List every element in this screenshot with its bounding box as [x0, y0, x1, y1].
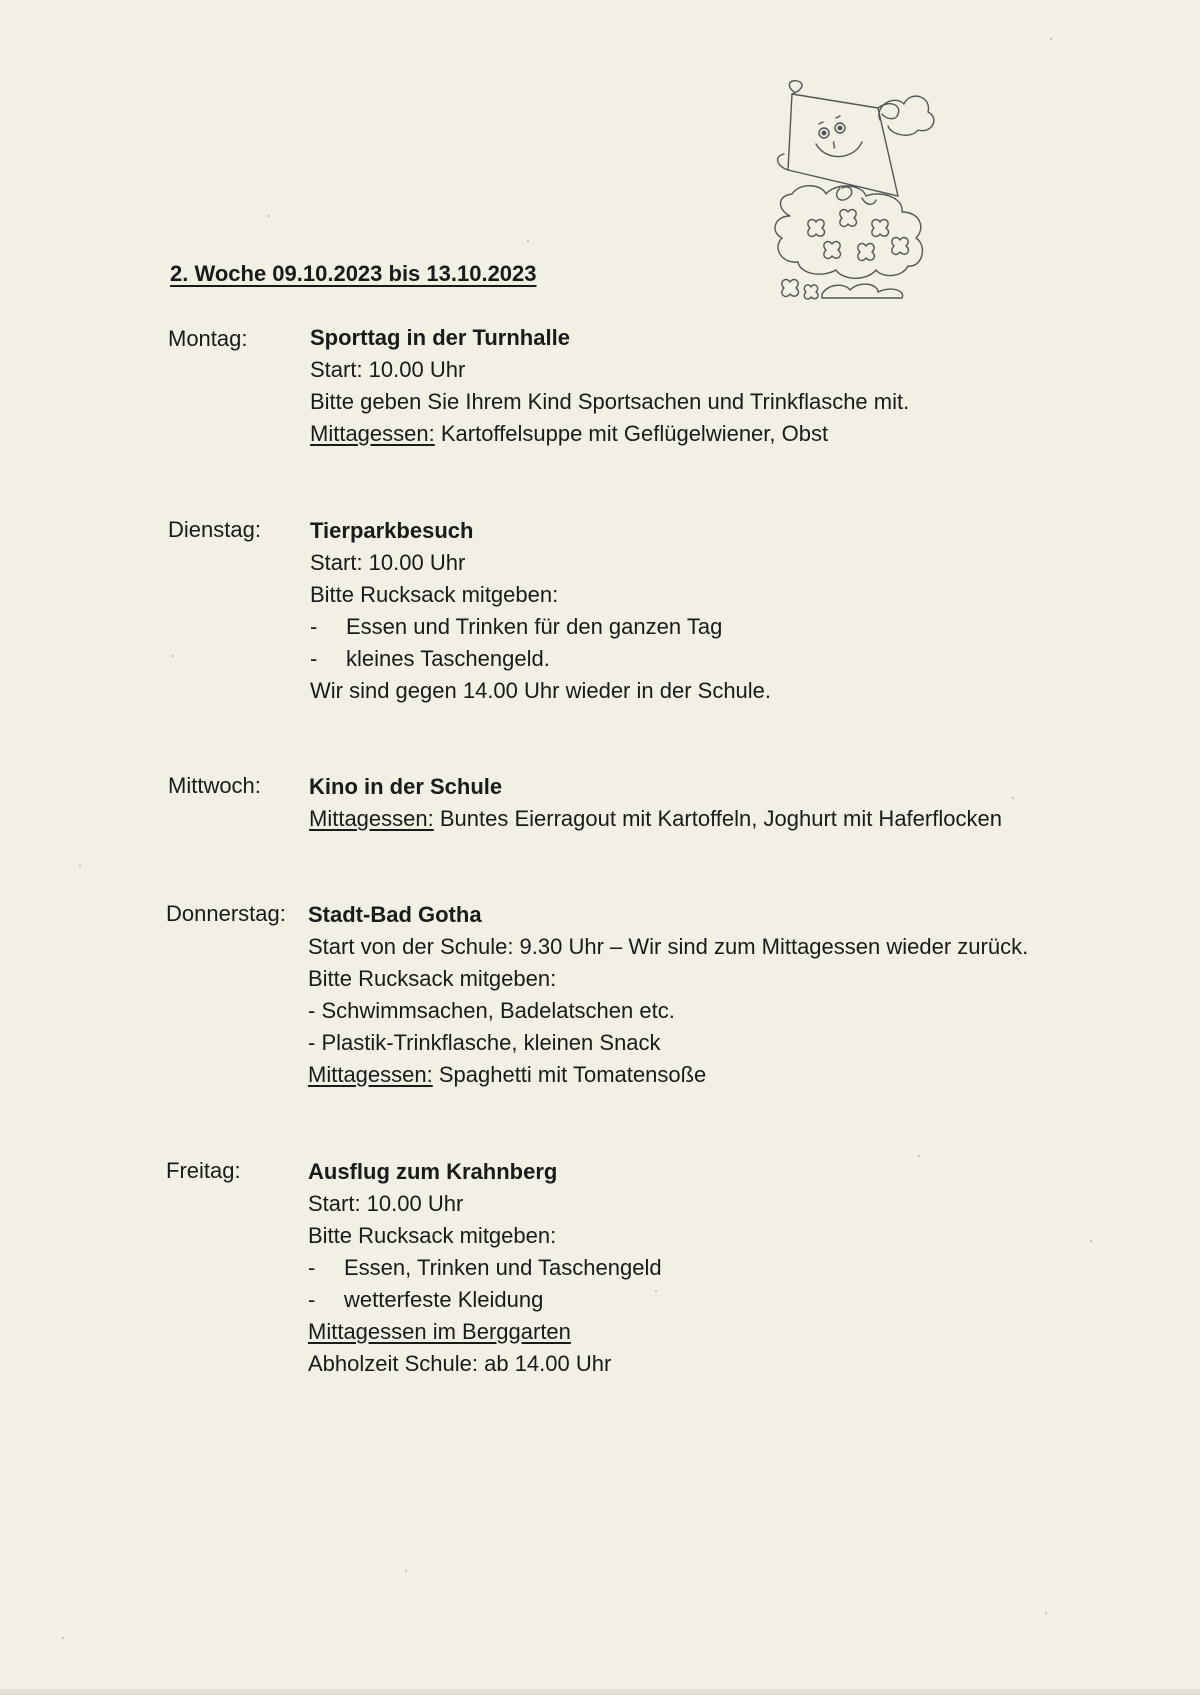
lunch-label: Mittagessen:: [308, 1062, 433, 1087]
event-title: Kino in der Schule: [309, 774, 503, 799]
list-dash: -: [308, 1255, 316, 1280]
day-body: [310, 322, 1178, 450]
day-body: [308, 1156, 1176, 1380]
event-title: Ausflug zum Krahnberg: [308, 1159, 558, 1184]
list-item: [310, 643, 1178, 675]
week-heading: 2. Woche 09.10.2023 bis 13.10.2023: [170, 261, 537, 286]
start-time: Start: 10.00 Uhr: [308, 1191, 464, 1216]
paper-speck: [1045, 1612, 1047, 1614]
paper-speck: [62, 1637, 64, 1639]
lunch-menu: Kartoffelsuppe mit Geflügelwiener, Obst: [434, 421, 829, 446]
list-dash: -: [310, 614, 318, 639]
instructions: Bitte Rucksack mitgeben:: [308, 1223, 557, 1248]
paper-speck: [172, 655, 174, 657]
instructions: Bitte Rucksack mitgeben:: [308, 966, 557, 991]
day-body: [309, 771, 1177, 835]
start-time: Start: 10.00 Uhr: [310, 357, 466, 382]
day-label: Freitag:: [166, 1158, 241, 1183]
paper-speck: [405, 1570, 407, 1572]
instructions: Bitte geben Sie Ihrem Kind Sportsachen und Trinkflasche mit.: [310, 389, 910, 414]
paper-speck: [527, 240, 529, 242]
paper-speck: [79, 865, 81, 867]
start-time: Start von der Schule: 9.30 Uhr – Wir sind zum Mittagessen wieder zurück.: [308, 934, 1029, 959]
day-label: Dienstag:: [168, 517, 261, 542]
lunch-menu: Spaghetti mit Tomatensoße: [432, 1062, 707, 1087]
list-item: [308, 1252, 1176, 1284]
event-title: Tierparkbesuch: [310, 518, 474, 543]
day-label: Donnerstag:: [166, 901, 286, 926]
paper-speck: [268, 215, 270, 217]
kite-illustration: [770, 78, 940, 306]
lunch-line: [308, 1059, 1176, 1091]
day-body: [308, 899, 1176, 1091]
event-title: Stadt-Bad Gotha: [308, 902, 482, 927]
paper-speck: [1050, 38, 1052, 40]
list-item-text: kleines Taschengeld.: [346, 646, 550, 671]
lunch-line: [308, 1316, 1176, 1348]
list-item-text: Essen, Trinken und Taschengeld: [344, 1255, 662, 1280]
lunch-line: [310, 418, 1178, 450]
return-time: Wir sind gegen 14.00 Uhr wieder in der Schule.: [310, 678, 772, 703]
day-label: Mittwoch:: [168, 773, 261, 798]
lunch-label: Mittagessen:: [309, 806, 434, 831]
day-label: Montag:: [168, 326, 248, 351]
list-item: [310, 611, 1178, 643]
lunch-menu: Buntes Eierragout mit Kartoffeln, Joghurt mit Haferflocken: [433, 806, 1002, 831]
pickup-time: Abholzeit Schule: ab 14.00 Uhr: [308, 1351, 612, 1376]
page-edge: [0, 1689, 1200, 1695]
list-item: - Schwimmsachen, Badelatschen etc.: [308, 998, 675, 1023]
list-item-text: wetterfeste Kleidung: [344, 1287, 544, 1312]
lunch-label: Mittagessen im Berggarten: [308, 1319, 571, 1344]
lunch-line: [309, 803, 1177, 835]
list-item: - Plastik-Trinkflasche, kleinen Snack: [308, 1030, 661, 1055]
instructions: Bitte Rucksack mitgeben:: [310, 582, 559, 607]
event-title: Sporttag in der Turnhalle: [310, 325, 570, 350]
list-dash: -: [310, 646, 318, 671]
list-item-text: Essen und Trinken für den ganzen Tag: [346, 614, 723, 639]
list-item: [308, 1284, 1176, 1316]
day-body: [310, 515, 1178, 707]
lunch-label: Mittagessen:: [310, 421, 435, 446]
start-time: Start: 10.00 Uhr: [310, 550, 466, 575]
list-dash: -: [308, 1287, 316, 1312]
